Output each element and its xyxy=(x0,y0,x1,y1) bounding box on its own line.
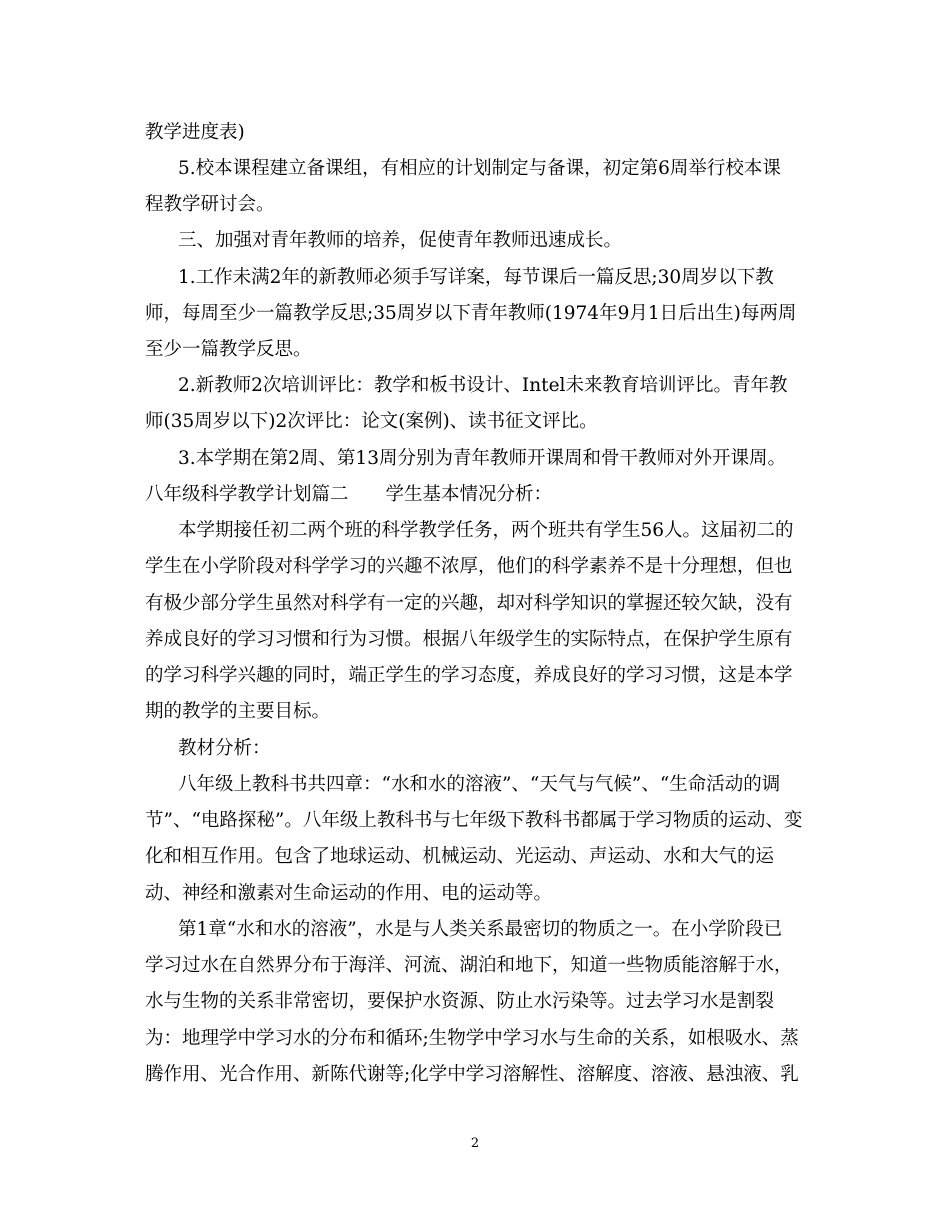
text-line: 学习过水在自然界分布于海洋、河流、湖泊和地下，知道一些物质能溶解于水， xyxy=(145,955,793,976)
text-line: 1.工作未满2年的新教师必须手写详案，每节课后一篇反思;30周岁以下教 xyxy=(178,267,774,288)
page-number: 2 xyxy=(470,1136,480,1151)
text-line: 5.校本课程建立备课组，有相应的计划制定与备课，初定第6周举行校本课 xyxy=(178,158,781,179)
text-line: 教学进度表) xyxy=(145,122,245,143)
text-line: 水与生物的关系非常密切，要保护水资源、防止水污染等。过去学习水是割裂 xyxy=(145,991,775,1012)
text-line: 期的教学的主要目标。 xyxy=(145,701,331,722)
text-line: 腾作用、光合作用、新陈代谢等;化学中学习溶解性、溶解度、溶液、悬浊液、乳 xyxy=(145,1064,799,1085)
text-line: 3.本学期在第2周、第13周分别为青年教师开课周和骨干教师对外开课周。 xyxy=(178,448,786,469)
text-line: 程教学研讨会。 xyxy=(145,194,275,215)
section-heading: 教材分析： xyxy=(178,738,271,759)
text-line: 化和相互作用。包含了地球运动、机械运动、光运动、声运动、水和大气的运 xyxy=(145,846,775,867)
text-line: 有极少部分学生虽然对科学有一定的兴趣，却对科学知识的掌握还较欠缺，没有 xyxy=(145,593,793,614)
text-line: 为：地理学中学习水的分布和循环;生物学中学习水与生命的关系，如根吸水、蒸 xyxy=(145,1028,799,1049)
text-line: 第1章“水和水的溶液”，水是与人类关系最密切的物质之一。在小学阶段已 xyxy=(178,919,783,940)
section-heading: 三、加强对青年教师的培养，促使青年教师迅速成长。 xyxy=(178,230,623,251)
text-line: 养成良好的学习习惯和行为习惯。根据八年级学生的实际特点，在保护学生原有 xyxy=(145,629,793,650)
section-heading: 八年级科学教学计划篇二 学生基本情况分析： xyxy=(145,484,553,505)
text-line: 师(35周岁以下)2次评比：论文(案例)、读书征文评比。 xyxy=(145,411,598,432)
text-line: 学生在小学阶段对科学学习的兴趣不浓厚，他们的科学素养不是十分理想，但也 xyxy=(145,556,793,577)
text-line: 师，每周至少一篇教学反思;35周岁以下青年教师(1974年9月1日后出生)每两周 xyxy=(145,303,797,324)
text-line: 本学期接任初二两个班的科学教学任务，两个班共有学生56人。这届初二的 xyxy=(178,520,794,541)
text-line: 至少一篇教学反思。 xyxy=(145,339,312,360)
text-line: 的学习科学兴趣的同时，端正学生的学习态度，养成良好的学习习惯，这是本学 xyxy=(145,665,793,686)
text-line: 八年级上教科书共四章：“水和水的溶液”、“天气与气候”、“生命活动的调 xyxy=(178,774,781,795)
text-line: 节”、“电路探秘”。八年级上教科书与七年级下教科书都属于学习物质的运动、变 xyxy=(145,810,803,831)
text-line: 2.新教师2次培训评比：教学和板书设计、Intel未来教育培训评比。青年教 xyxy=(178,375,788,396)
text-line: 动、神经和激素对生命运动的作用、电的运动等。 xyxy=(145,883,553,904)
